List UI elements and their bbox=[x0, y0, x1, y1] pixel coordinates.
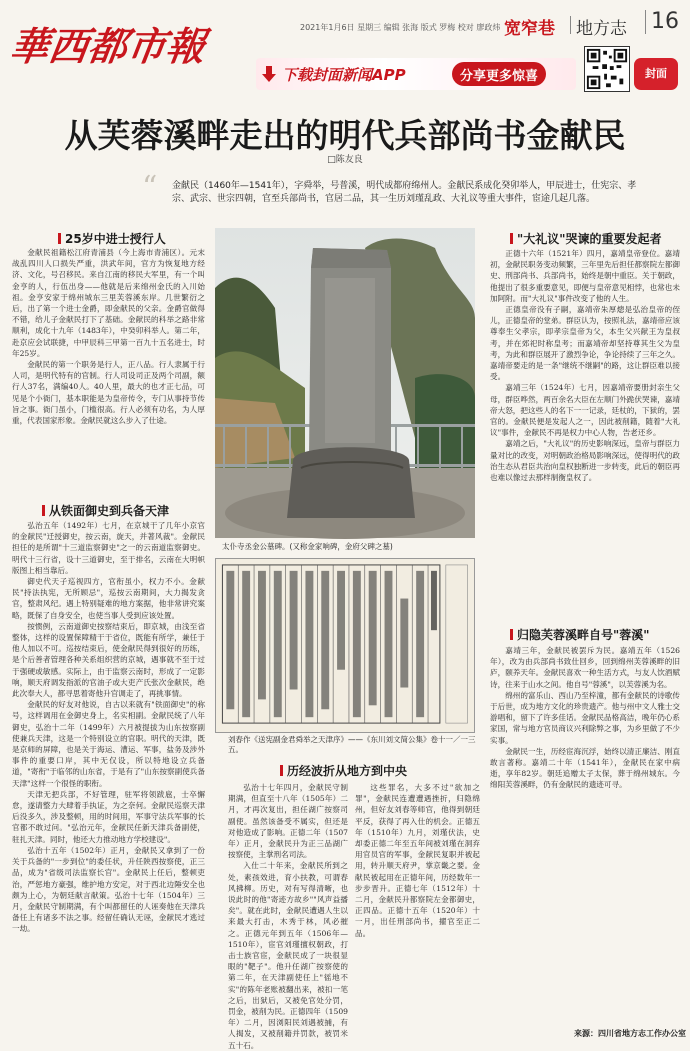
paragraph: 入仕二十年来，金献民所到之处，素孩效进，育小扶教，可谓春风拂柳。历史，对有写得清晰，也说此时的他"寄迹方故乡""风声益播矣"。就在此时，金献民遭遇人生以来最大打击，木秀于林，风必摧之。正德元年到五年（1506年—1510年），宦官刘瑾擅权朝政，打击士族官宦，金献民成了一块很显眼的"靶子"。他升任湖广按察使的第二年，在天津副使任上"徭地不实"的陈年老账被翻出来，被扣一笔之后，出狱后，又被免官处分罚，罚金，被削为民。正德四年（1509年）二月，因浏阳民刘遇被捕，有人揭发，又被削籍并罚款，被罚米五十石。 bbox=[228, 861, 348, 1050]
subhead-marker bbox=[510, 233, 513, 244]
subhead-bozhe: 历经波折从地方到中央 bbox=[280, 762, 407, 779]
paragraph: 绵州的富乐山、西山乃至梓潼，都有金献民的诗歌传于后世，成为地方文化的珍贵遗产。他与州中文人雅士交游唱和，留下了许多佳话。金献民品格高洁，晚年仍心系家国，常与地方官员商议兴利除弊之事，为乡里做了不少实事。 bbox=[490, 690, 680, 745]
subhead-rongxi: 归隐芙蓉溪畔自号"蓉溪" bbox=[510, 626, 650, 643]
paragraph: 天津无把兵部，不好管理，驻军将领跋扈，士卒懈怠，遂请整力大肆着手执证，为之奈何。金献民巡察天津后没多久，涉及整顿，用的时间用，军事守法兵军事的长官都不敢过问。"弘治元年，金献民任新天津兵备副使，驻扎天津。同时，他还大力推动地方学校建设"。 bbox=[12, 789, 205, 844]
column-2a bbox=[228, 782, 348, 1050]
paragraph: 按惯例，云南道御史按察结束后，即京城，由浅至省整体，这样的设置保障精干于省位，既能有所学，兼任于他人加以不可。巡按结束后，使金献民得到很好的历练，是个后善者管理各种关系组织营的京城，遇事就不至于过于强硬或敏感。实际上，由于监察云南时，形成了一定影响，顺天府调发指派的官油子或大吏产氏张次金献民，绝此次奉大人，都寻思着寄他升官调走了，再挑事情。 bbox=[12, 621, 205, 699]
paragraph: 金献民一生，历经宦海沉浮，始终以清正廉洁、刚直敢言著称。嘉靖二十年（1541年），金献民在家中病逝，享年82岁。朝廷追赠太子太保，葬于绵州城东。今绵阳芙蓉溪畔，仍有金献民的遗迹可寻。 bbox=[490, 746, 680, 790]
subhead-marker bbox=[58, 233, 61, 244]
column-2b bbox=[355, 782, 480, 1038]
subhead-marker bbox=[510, 629, 513, 640]
paragraph: 弘治十七年四月，金献民守制期满，但直至十八年（1505年）二月，才再次复出，担任湖广按察司副使。虽然该备受不属实，但还是对他造成了影响。正德二年（1507年）正月，金献民升为正三品湖广按察使，主掌刑名司法。 bbox=[228, 783, 348, 860]
banner-text: 下载封面新闻APP bbox=[282, 66, 406, 84]
subhead-marker bbox=[42, 505, 45, 516]
issue-meta: 2021年1月6日 星期三 编辑 张海 版式 罗梅 校对 廖政炜 bbox=[300, 23, 501, 32]
quote-mark-icon: “ bbox=[142, 170, 158, 205]
download-arrow-icon bbox=[262, 66, 276, 82]
tombstone-photo bbox=[215, 228, 475, 538]
app-logo-icon[interactable]: 封面 bbox=[634, 58, 678, 90]
subhead-marker bbox=[280, 765, 283, 776]
app-download-banner[interactable] bbox=[256, 58, 576, 90]
paragraph: 弘治五年（1492年）七月，在京城干了几年小京官的金献民"迁授御史，按云南，旋天，并著风裁"。金献民担任的是所谓"十三道监察御史"之一的云南道监察御史。明代十三行省，设十三道御史，至于排名，云南在大明帜版图上相当靠后。 bbox=[12, 521, 205, 575]
column-1-top bbox=[12, 247, 205, 500]
paragraph: 金献民的好友对他说，自古以来就有"铁面御史"的称号，这样调用在金御史身上，名实相副。金献民统了八年御史，弘治十二年（1499年）六月被提拔为山东按察副使兼兵天津，这是一个特别设立的官职。明代的天津，既是京师的屏障，也是关于海运、漕运、军事，盐务及涉外事件的重要口岸，其中无仅设，所以特地设立兵备道，"寄衔"于临邻的山东省，于是有了"山东按察副使兵备天津"这样一个很怪的职衔。 bbox=[12, 700, 205, 788]
article-intro: 金献民（1460年—1541年），字舜举，号普溪，明代成都府绵州人。金献民系成化癸卯举人，甲辰进士，仕宪宗、孝宗、武宗、世宗四朝，官至兵部尚书，官居二品，其一生历刘瑾乱政、大礼议等重大事件，宦途几起几落。 bbox=[172, 181, 637, 204]
paragraph: 弘治十五年（1502年）正月，金献民又拿到了一份关于兵备的"一步到位"的委任状，升任陕西按察使，正三品，成为"省级司法监察长官"。金献民上任后，整顿吏治，严惩地方豪强，维护地方安定，对于西北边陲安全也颇为上心，为朝廷献言献策。弘治十七年（1504年）三月，金献民守制期满，有个叫都留任的人诬奏他在天津兵备任上有诸多不法之事。经留任确认无诬，金献民才逃过一劫。 bbox=[12, 845, 205, 934]
qr-code-icon[interactable] bbox=[584, 46, 630, 92]
section-tag: 宽窄巷 bbox=[504, 19, 555, 39]
column-1-bottom bbox=[12, 520, 205, 1040]
divider bbox=[570, 16, 571, 34]
paragraph: 这些罪名，大多不过"欲加之罪"，金献民连遭遭遇挫折，归隐绵州，但好友刘春等师官，他得到朝廷平反，获得了再入仕的机会。正德五年（1510年）九月，刘瑾伏法，史却委正德二年至五年间被刘瑾在洞弃用官员官的军事，金献民复职并被起用，转升顺天府尹，掌京畿之要。金献民被起用在正德年间，历经数年一步步晋升。正德七年（1512年）十二月，金献民升都察院左金都御史，正四品。正德十五年（1520年）十一月，出任刑部尚书，擢官至正二品。 bbox=[355, 783, 480, 938]
paragraph: 嘉靖三年，金献民被罢斥为民。嘉靖五年（1526年），改为由兵部尚书致仕回乡，回到绵州芙蓉溪畔的旧庐，颐养天年。金献民喜欢一种生活方式，与友人饮酒赋诗，往来于山水之间。他自号"蓉溪"，以芙蓉溪为名。 bbox=[490, 646, 680, 689]
byline: □陈友良 bbox=[327, 155, 363, 165]
article-headline: 从芙蓉溪畔走出的明代兵部尚书金献民 bbox=[64, 116, 626, 155]
banner-sub: 分享更多惊喜 bbox=[452, 62, 546, 86]
paragraph: 嘉靖三年（1524年）七月，因嘉靖帝要册封亲生父母，群臣哗然，两百余名大臣在左顺门外跪伏哭谏，嘉靖帝大怒，把这些人的名下一一记录，廷杖的，下狱的，罢官的。金献民便是发起人之一，因此被削籍，随着"大礼议"事件，金献民不再是权力中心人物，告老还乡。 bbox=[490, 383, 680, 438]
newspaper-logo: 華西都市報 bbox=[6, 24, 209, 70]
source-credit: 来源：四川省地方志工作办公室 bbox=[574, 1029, 686, 1038]
section-name: 地方志 bbox=[576, 19, 627, 39]
paragraph: 御史代天子巡视四方，官衔虽小，权力不小。金献民"持法执宪，无所顾忌"，巡按云南期间，大力揭发贪官，整肃风纪。遇上特别疑难的地方案据，他非常讲究案略，既保了自身安全，也使当事人受到应该处置。 bbox=[12, 577, 205, 620]
photo-caption: 太仆寺丞金公墓碑。(又称金家响碑，金府父碑之墓) bbox=[222, 542, 393, 551]
masthead bbox=[0, 0, 690, 96]
column-3-top bbox=[490, 248, 680, 620]
subhead-yushi: 从铁面御史到兵备天津 bbox=[42, 502, 169, 519]
paragraph: 嘉靖之后，"大礼议"的历史影响深远，皇帝与群臣力量对比的改变，对明朝政治格局影响深远，使得明代的政治生态从君臣共治向皇权独断进一步转变，此后的朝臣再也难以像过去那样制衡皇权了。 bbox=[490, 439, 680, 483]
column-3-bottom bbox=[490, 645, 680, 1025]
subhead-jinshi: 25岁中进士授行人 bbox=[58, 230, 166, 247]
paragraph: 正德皇帝没有子嗣，嘉靖帝朱厚熜是弘治皇帝的侄儿，正德皇帝的堂弟。群臣认为，按照礼法，嘉靖帝应该尊奉生父孝宗，即孝宗皇帝为父，本生父兴献王为皇叔考，并在郊祀时称皇考；而嘉靖帝却坚持尊其生父为皇考，为此和群臣展开了激烈争论，争论持续了三年之久。嘉靖帝要走的是一条"继统不继嗣"的路，这让群臣难以接受。 bbox=[490, 305, 680, 382]
ancient-text-image bbox=[215, 558, 475, 733]
document-caption: 刘春作《送宪副金君舜举之天津序》——《东川刘文简公集》卷十一／一三五。 bbox=[228, 735, 476, 754]
paragraph: 金献民祖籍松江府青浦县（今上海市青浦区）。元末战乱四川人口损失严重，洪武年间，官方为恢复地方经济、文化，号召移民。来自江南的移民大军里，有一个叫金亨的人，行伍出身——他就是后来绵州金氏的入川始祖。金亨安家于绵州城东三里芙蓉溪东岸。几世繁衍之后，出了第一个进士金爵，即金献民的父亲。金爵官做得不错，给儿子金献民打下了基础。金献民的科举之路非常顺利，成化十九年（1483年），中癸卯科举人。第二年，赴京应会试联捷，中甲辰科三甲第一百九十五名进士，时年25岁。 bbox=[12, 248, 205, 358]
page-number: 16 bbox=[645, 10, 679, 34]
paragraph: 正德十六年（1521年）四月，嘉靖皇帝登位。嘉靖初，金献民职务变动频繁，三年里先后担任都察院左都御史、刑部尚书、兵部尚书，始终是朝中重臣。关于朝政，他提出了很多重要意见，即便与皇帝意见相悖，也常也未加阿附。而"大礼议"事件改变了他的人生。 bbox=[490, 249, 680, 303]
paragraph: 金献民的第一个职务是行人，正八品。行人隶属于行人司，是明代特有的官制。行人司设司正及两个司副，额行人37名，满编40人。40人里，最大的也才正七品，可见是个小衙门，基本职能是为皇帝传令，专门从事持节传旨之事。衙门虽小，门槛很高。行人必须有功名，为人厚重，代表国家形象。金献民就这么步入了仕途。 bbox=[12, 360, 205, 426]
subhead-dalivi: "大礼议"哭谏的重要发起者 bbox=[510, 230, 662, 247]
